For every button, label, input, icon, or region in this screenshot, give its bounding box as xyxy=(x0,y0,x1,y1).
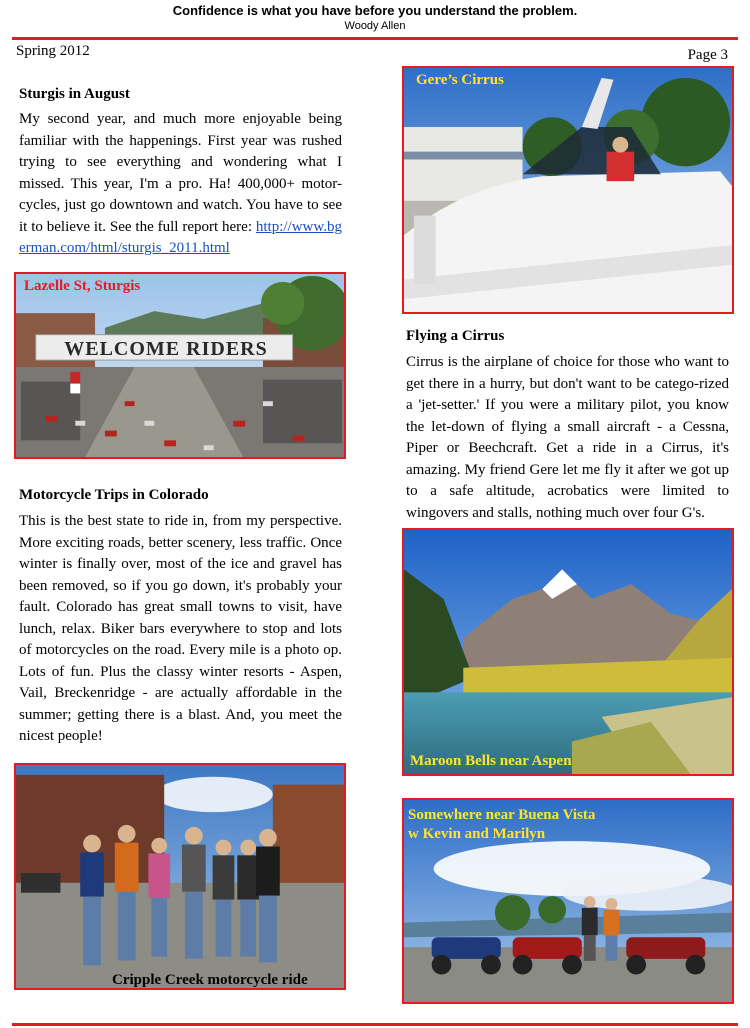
maroon-bells-photo-image xyxy=(404,530,732,774)
buena-vista-photo xyxy=(402,798,734,1004)
sturgis-banner-text: WELCOME RIDERS xyxy=(64,338,268,360)
colorado-body: This is the best state to ride in, from my perspective. More exciting roads, better scenery, less traffic. Once winter is finally over, most of the ice and gravel has been removed, so if you go down, it's probably your fault. Colorado has great small towns to visit, have lunch, relax. Biker bars everywhere to stop and lots of motorcycles on the road. Every mile is a photo op. Lots of fun. Plus the classy winter resorts - Aspen, Vail, Breckenridge - are actually affordable in the summer; getting there is a blast. And, you meet the nicest people! xyxy=(19,513,342,744)
sturgis-report-link[interactable]: http://www.bgerman.com/html/sturgis_2011.html xyxy=(19,218,342,256)
sturgis-photo xyxy=(14,272,346,459)
colorado-heading: Motorcycle Trips in Colorado xyxy=(19,487,209,503)
sturgis-photo-caption: Lazelle St, Sturgis xyxy=(24,278,141,294)
maroon-bells-caption: Maroon Bells near Aspen xyxy=(410,753,572,769)
page-number: Page 3 xyxy=(687,47,728,63)
cripple-creek-caption: Cripple Creek motorcycle ride xyxy=(112,972,308,988)
maroon-bells-photo xyxy=(402,528,734,776)
header-quote: Confidence is what you have before you understand the problem. xyxy=(172,3,578,18)
cripple-creek-photo-image xyxy=(16,765,344,988)
cirrus-photo-image xyxy=(404,68,732,312)
buena-vista-caption-line2: w Kevin and Marilyn xyxy=(408,826,546,842)
sturgis-photo-image xyxy=(16,274,344,457)
footer-rule xyxy=(12,1023,738,1026)
sturgis-heading: Sturgis in August xyxy=(19,86,130,102)
cirrus-photo xyxy=(402,66,734,314)
header-rule xyxy=(12,37,738,40)
cirrus-body: Cirrus is the airplane of choice for those who want to get there in a hurry, but don't want to be catego-rized a 'jet-setter.' If you were a military pilot, you know the let-down of flying a small aircraft - a Cessna, Piper or Beechcraft. Get a ride in a Cirrus, it's amazing. My friend Gere let me fly it after we got up to a safe altitude, acrobatics were limited to wingovers and stalls, nothing much over four G's. xyxy=(406,354,729,521)
cripple-creek-photo xyxy=(14,763,346,990)
header-quote-author: Woody Allen xyxy=(344,20,406,32)
sturgis-article xyxy=(19,109,342,260)
sturgis-body: My second year, and much more enjoyable being familiar with the happenings. First year was rushed trying to see everything and wondering what I missed. This year, I'm a pro. Ha! 400,000+ motor-cycles, just go downtown and watch. You have to see it to believe it. See the full report here: xyxy=(19,111,342,235)
buena-vista-caption-line1: Somewhere near Buena Vista xyxy=(408,807,596,823)
issue-season: Spring 2012 xyxy=(16,43,90,59)
cirrus-photo-caption: Gere’s Cirrus xyxy=(416,72,504,88)
cirrus-heading: Flying a Cirrus xyxy=(406,328,505,344)
